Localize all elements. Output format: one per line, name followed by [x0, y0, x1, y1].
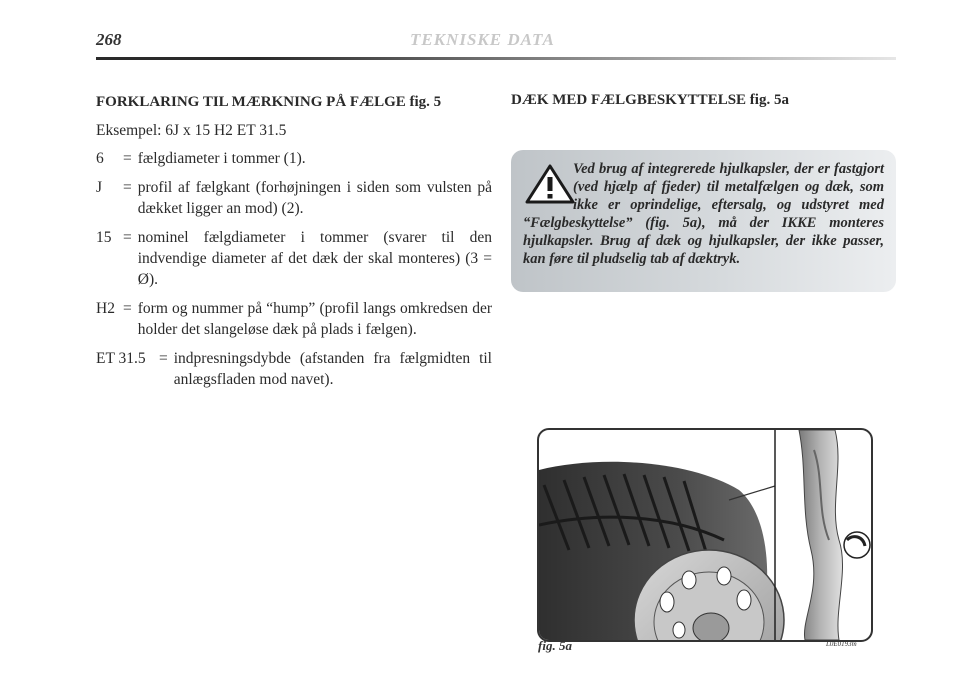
definition-term: J [96, 179, 103, 196]
definition-description: indpresningsdybde (afstanden fra fælgmidten til anlægsfladen mod navet). [173, 350, 492, 388]
definition-item [96, 348, 492, 390]
section-heading-rim-marking: FORKLARING TIL MÆRKNING PÅ FÆLGE fig. 5 [96, 94, 442, 110]
left-column [96, 92, 492, 398]
header-rule [96, 57, 896, 60]
warning-box [511, 150, 896, 292]
example-text: Eksempel: 6J x 15 H2 ET 31.5 [96, 122, 287, 139]
figure-5a-illustration [537, 428, 873, 642]
definition-item [96, 227, 492, 290]
warning-text: Ved brug af integrerede hjulkapsler, der er fastgjort (ved hjælp af fjeder) til metalfælgen og dæk, som ikke er oprindelige, eftersalg, og udstyret med “Fælgbeskyttelse” (fig. 5a), må der IKKE monteres hjulkapsler. Brug af dæk og hjulkapsler, der ikke passer, kan føre til pludselig tab af dæktryk. [523, 161, 884, 267]
figure-code: L0E0193m [826, 640, 857, 648]
section-heading-rim-protector: DÆK MED FÆLGBESKYTTELSE fig. 5a [511, 92, 789, 108]
definition-item [96, 148, 492, 169]
equals-sign: = [123, 300, 132, 317]
definition-term: 6 [96, 150, 104, 167]
equals-sign: = [159, 350, 168, 367]
equals-sign: = [123, 150, 132, 167]
definition-term: ET 31.5 [96, 350, 146, 367]
definition-term: H2 [96, 300, 115, 317]
definition-item [96, 298, 492, 340]
tire-rim-illustration [539, 430, 871, 640]
header-title: TEKNISKE DATA [410, 30, 555, 49]
equals-sign: = [123, 179, 132, 196]
definition-description: fælgdiameter i tommer (1). [137, 150, 306, 167]
definition-description: profil af fælgkant (forhøjningen i siden som vulsten på dækket ligger an mod) (2). [137, 179, 492, 217]
page-number: 268 [96, 30, 122, 49]
definition-description: nominel fælgdiameter i tommer (svarer til den indvendige diameter af det dæk der skal monteres) (3 = Ø). [137, 229, 492, 288]
figure-caption: fig. 5a [538, 638, 572, 653]
definition-description: form og nummer på “hump” (profil langs omkredsen der holder det slangeløse dæk på plads i fælgen). [137, 300, 492, 338]
definition-term: 15 [96, 229, 112, 246]
equals-sign: = [123, 229, 132, 246]
definition-item [96, 177, 492, 219]
warning-text-container [523, 160, 884, 268]
tire-cross-section [799, 430, 843, 640]
